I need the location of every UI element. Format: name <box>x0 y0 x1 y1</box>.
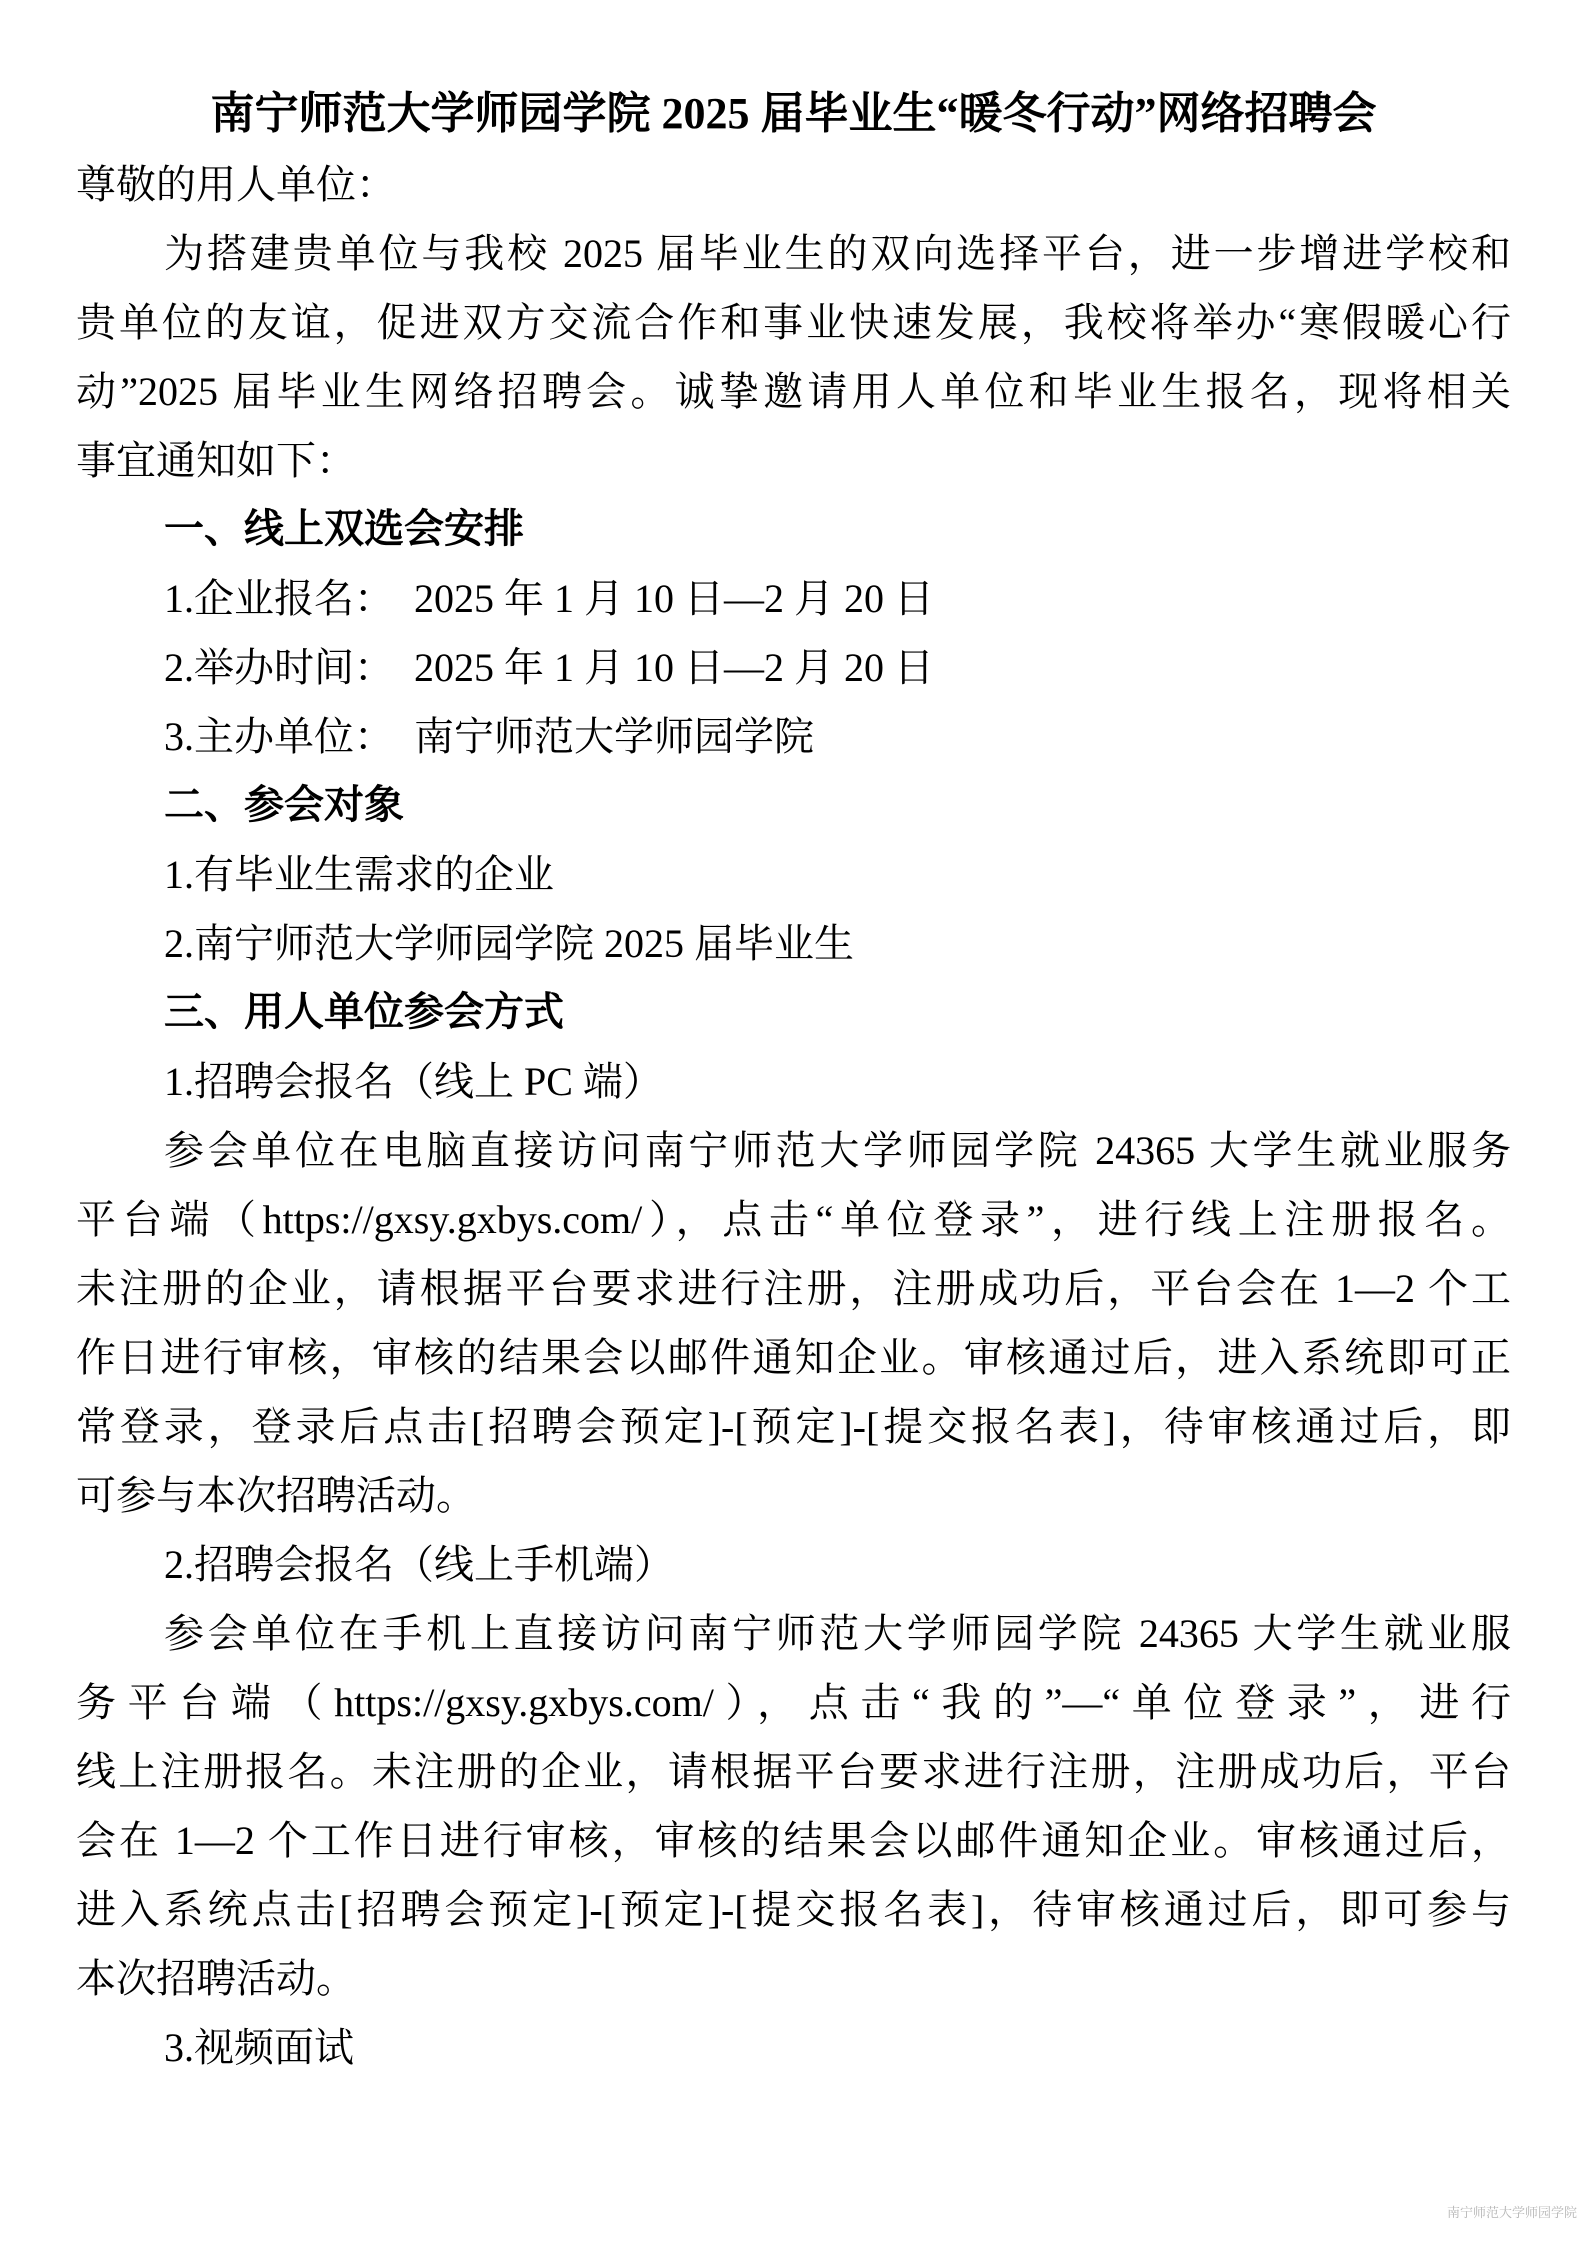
document-line: 线上注册报名。未注册的企业，请根据平台要求进行注册，注册成功后，平台 <box>76 1749 1511 1794</box>
document-content <box>76 78 1511 2082</box>
document-line: 一、线上双选会安排 <box>164 507 524 551</box>
document-line: 未注册的企业，请根据平台要求进行注册，注册成功后，平台会在 1—2 个工 <box>76 1266 1511 1311</box>
document-line: 2.南宁师范大学师园学院 2025 届毕业生 <box>164 921 854 966</box>
document-line: 作日进行审核，审核的结果会以邮件通知企业。审核通过后，进入系统即可正 <box>76 1335 1511 1380</box>
document-line: 尊敬的用人单位： <box>76 162 396 207</box>
document-line: 参会单位在手机上直接访问南宁师范大学师园学院 24365 大学生就业服 <box>164 1611 1511 1656</box>
document-line: 平台端（https://gxsy.gxbys.com/），点击“单位登录”，进行线上注册报名。 <box>76 1197 1511 1242</box>
document-line: 事宜通知如下： <box>76 438 356 483</box>
document-line: 1.有毕业生需求的企业 <box>164 852 554 897</box>
watermark: 南宁师范大学师园学院 <box>1446 2205 1577 2220</box>
document-line: 参会单位在电脑直接访问南宁师范大学师园学院 24365 大学生就业服务 <box>164 1128 1511 1173</box>
document-line: 二、参会对象 <box>164 783 404 827</box>
document-line: 2.举办时间： 2025 年 1 月 10 日—2 月 20 日 <box>164 645 934 690</box>
document-line: 动”2025 届毕业生网络招聘会。诚挚邀请用人单位和毕业生报名，现将相关 <box>76 369 1511 414</box>
document-line: 1.招聘会报名（线上 PC 端） <box>164 1059 663 1104</box>
document-line: 务平台端（https://gxsy.gxbys.com/），点击“我的”—“单位登录”，进行 <box>76 1680 1511 1725</box>
document-line: 为搭建贵单位与我校 2025 届毕业生的双向选择平台，进一步增进学校和 <box>164 231 1511 276</box>
document-line: 会在 1—2 个工作日进行审核，审核的结果会以邮件通知企业。审核通过后， <box>76 1818 1511 1863</box>
document-line: 1.企业报名： 2025 年 1 月 10 日—2 月 20 日 <box>164 576 934 621</box>
document-line: 本次招聘活动。 <box>76 1956 356 2001</box>
document-line: 进入系统点击[招聘会预定]-[预定]-[提交报名表]，待审核通过后，即可参与 <box>76 1887 1511 1932</box>
document-line: 可参与本次招聘活动。 <box>76 1473 476 1518</box>
document-line: 3.主办单位： 南宁师范大学师园学院 <box>164 714 814 759</box>
document-title: 南宁师范大学师园学院 2025 届毕业生“暖冬行动”网络招聘会 <box>210 89 1377 138</box>
document-line: 三、用人单位参会方式 <box>164 990 564 1034</box>
document-lines <box>76 78 1511 2082</box>
document-line: 常登录，登录后点击[招聘会预定]-[预定]-[提交报名表]，待审核通过后，即 <box>76 1404 1511 1449</box>
document-line: 2.招聘会报名（线上手机端） <box>164 1542 674 1587</box>
document-line: 贵单位的友谊，促进双方交流合作和事业快速发展，我校将举办“寒假暖心行 <box>76 300 1511 345</box>
document-line: 3.视频面试 <box>164 2025 354 2070</box>
